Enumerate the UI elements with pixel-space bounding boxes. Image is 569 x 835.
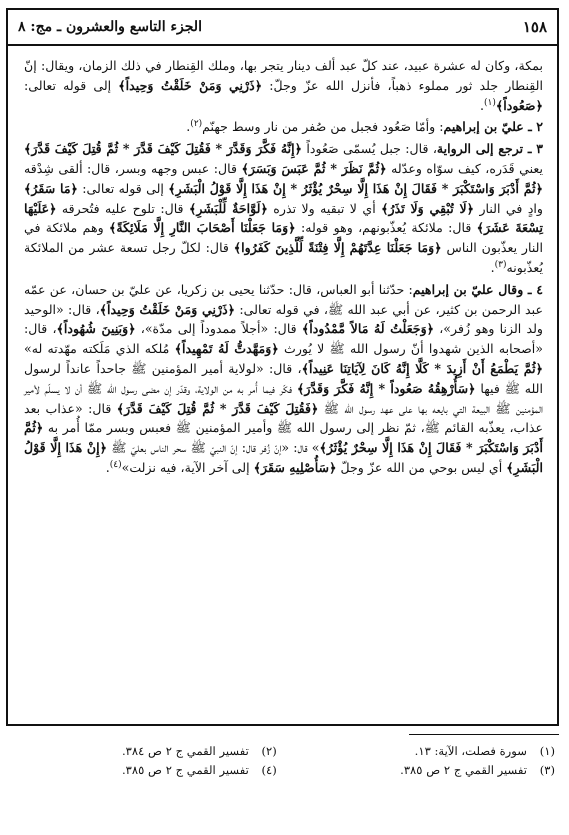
- paragraph-text: .: [186, 119, 191, 135]
- quran-verse: ﴿وَبَنِينَ شُهُوداً﴾: [56, 321, 136, 337]
- quran-verse: ﴿سَأُرْهِقُهُ صَعُوداً * إِنَّهُ فَكَّرَ وَقَدَّرَ﴾: [296, 380, 476, 396]
- paragraph-text: يعني قَدَره، كيف سوّاه وعدّله: [386, 160, 543, 176]
- quran-verse: ٢ ـ عليّ بن إبراهيم: [443, 119, 543, 135]
- quran-verse: ﴿وَمَهَّدتُّ لَهُ تَمْهِيداً﴾: [174, 341, 279, 357]
- footnote-3: [298, 761, 555, 780]
- quran-verse: ﴿ثُمَّ يَطْمَعُ أَنْ أَزِيدَ * كَلَّا إِنَّهُ كَانَ لِآيَاتِنَا عَنِيداً﴾: [301, 360, 543, 376]
- footnote-text: تفسير القمي ج ٢ ص ٣٨٥.: [121, 763, 249, 777]
- footnote-row: [20, 742, 555, 761]
- paragraph-text: مُلكه الذي مَلَكته مهّدته له»: [24, 341, 175, 357]
- footnote-text: تفسير القمي ج ٢ ص ٣٨٤.: [121, 744, 249, 758]
- paragraph-text: إلى آخر الآية، فيه نزلت»: [121, 459, 254, 475]
- paragraph: [24, 280, 543, 478]
- paragraph-text: وهم ملائكة في النار يعذّبون الناس: [24, 220, 543, 256]
- page-number: ١٥٨: [522, 18, 547, 36]
- quran-verse: ﴿سَأُصْلِيهِ سَقَرَ﴾: [253, 459, 337, 475]
- quran-verse: ﴿صَعُوداً﴾: [495, 97, 543, 113]
- paragraph-text: قال: ملائكة يُعذّبونهم، وهو قوله:: [295, 220, 477, 236]
- page-frame: [6, 8, 559, 726]
- paragraph-text: أي لا تبقيه ولا تذره: [267, 200, 382, 216]
- quran-verse: ﴿إِنَّهُ فَكَّرَ وَقَدَّرَ * فَقُتِلَ كَيْفَ قَدَّرَ * ثُمَّ قُتِلَ كَيْفَ قَدَّرَ﴾: [24, 141, 303, 157]
- quran-verse: ﴿مَا سَقَرُ﴾: [24, 180, 78, 196]
- quran-verse: ٣ ـ ترجع إلى الرواية: [436, 141, 544, 157]
- quran-verse: ٤ ـ وقال عليّ بن إبراهيم: [412, 281, 544, 297]
- quran-verse: ﴿لَا تُبْقِي وَلَا تَذَرُ﴾: [381, 200, 475, 216]
- quran-verse: ﴿إِنْ هَذَا إِلَّا قَوْلُ الْبَشَرِ﴾: [24, 440, 543, 475]
- quran-verse: ﴿وَمَا جَعَلْنَا عِدَّتَهُمْ إِلَّا فِتْنَةً لِّلَّذِينَ كَفَرُوا﴾: [233, 240, 442, 256]
- paragraph-text: قال: «عذاب بعد عذاب، يعذّبه القائم ﷺ، ثمّ نظر إلى رسول الله ﷺ وأمير المؤمنين ﷺ فعبس وبسر ممّا أُمر به: [24, 400, 543, 436]
- paragraph-text: قال: تلوح عليه فتُحرقه: [56, 200, 189, 216]
- paragraph: [24, 56, 543, 115]
- paragraph-text: وادٍ في النار: [474, 200, 544, 216]
- paragraph-text: : وأمّا صَعُود فجبل من صُفر من نار وسط جهنّم: [202, 119, 444, 135]
- paragraph-text: فكّر فيما أُمر به من الولاية، وقدّر إن مضى رسول الله ﷺ أن لا يسلّم لأمير المؤمنين ﷺ البيعة التي بايعه بها على عهد رسول الله ﷺ: [24, 380, 543, 416]
- footnote-ref: (٢): [190, 119, 203, 130]
- running-title: الجزء التاسع والعشرون ـ مج: ٨: [18, 19, 202, 35]
- paragraph-text: » قال: «إنّ زُفر قال: إنّ النبيّ ﷺ سحر الناس بعليّ ﷺ: [107, 440, 320, 456]
- paragraph-text: أي ليس بوحي من الله عزّ وجلّ: [336, 459, 507, 475]
- quran-verse: ﴿ذَرْنِي وَمَنْ خَلَقْتُ وَحِيداً﴾: [118, 77, 263, 93]
- footnote-text: سورة فصلت، الآية: ١٣.: [414, 744, 527, 758]
- quran-verse: ﴿لَوَّاحَةٌ لِّلْبَشَرِ﴾: [188, 200, 268, 216]
- paragraph-text: : حدّثنا أبو العباس، قال: حدّثنا يحيى بن زكريا، عن عليّ بن حسان، عن عمّه عبد الرحمن بن كثير، عن أبي عبد الله ﷺ، في قوله تعالى:: [24, 281, 543, 317]
- quran-verse: ﴿فَقُتِلَ كَيْفَ قَدَّرَ * ثُمَّ قُتِلَ كَيْفَ قَدَّرَ﴾: [116, 400, 319, 416]
- paragraph-text: قال: عبس وجهه وبسر، قال: ألقى شِدْقه: [24, 160, 242, 176]
- footnote-ref: (٤): [109, 459, 122, 470]
- paragraph: [24, 139, 543, 278]
- paragraph-text: ، قال: «الوحيد ولد الزنا وهو زُفر»،: [24, 301, 544, 337]
- paragraph-text: .: [479, 97, 484, 113]
- footnote-4: [20, 761, 277, 780]
- paragraph-text: قال: «أجلاً ممدوداً إلى مدّة»،: [135, 321, 302, 337]
- footnote-number: (٢): [261, 744, 277, 758]
- page-header: [8, 10, 557, 46]
- paragraph-text: إلى قوله تعالى:: [77, 180, 169, 196]
- footnote-ref: (٣): [494, 259, 507, 270]
- main-text: [24, 56, 543, 480]
- quran-verse: ﴿ثُمَّ أَدْبَرَ وَاسْتَكْبَرَ * فَقَالَ إِنْ هَذَا إِلَّا سِحْرٌ يُؤْثَرُ﴾: [24, 420, 543, 456]
- quran-verse: ﴿وَجَعَلْتُ لَهُ مَالاً مَّمْدُوداً﴾: [301, 321, 435, 337]
- footnote-ref: (١): [483, 97, 496, 108]
- footnote-number: (٣): [539, 763, 555, 777]
- quran-verse: ﴿ثُمَّ أَدْبَرَ وَاسْتَكْبَرَ * فَقَالَ إِنْ هَذَا إِلَّا سِحْرٌ يُؤْثَرُ * إِنْ هَذَا إِلَّا قَوْلُ الْبَشَرِ﴾: [168, 180, 543, 196]
- footnote-number: (٤): [261, 763, 277, 777]
- paragraph-text: قال: لكلّ رجل تسعة عشر من الملائكة يُعذّبونه: [24, 240, 543, 275]
- footnote-2: [20, 742, 277, 761]
- paragraph-text: ، قال: «لولاية أمير المؤمنين ﷺ جاحداً عانداً لرسول الله ﷺ فيها: [24, 360, 544, 396]
- quran-verse: ﴿عَلَيْهَا تِسْعَةَ عَشَرَ﴾: [24, 200, 543, 236]
- quran-verse: ﴿ثُمَّ نَظَرَ * ثُمَّ عَبَسَ وَبَسَرَ﴾: [241, 160, 387, 176]
- paragraph-text: ، قال: جبل يُسمّى صَعُوداً: [302, 141, 437, 157]
- paragraph-text: إلى قوله تعالى:: [24, 77, 119, 93]
- quran-verse: ﴿ذَرْنِي وَمَنْ خَلَقْتُ وَحِيداً﴾: [99, 301, 236, 317]
- footnote-1: [298, 742, 555, 761]
- paragraph: [24, 117, 543, 137]
- footnote-row: [20, 761, 555, 780]
- paragraph-text: .: [105, 459, 110, 475]
- paragraph-text: .: [490, 259, 495, 275]
- footnotes: [20, 742, 555, 780]
- paragraph-text: ، قال: «أصحابه الذين شهدوا أنّ رسول الله ﷺ لا يُورث: [24, 321, 544, 357]
- quran-verse: ﴿وَمَا جَعَلْنَا أَصْحَابَ النَّارِ إِلَّا مَلَائِكَةً﴾: [108, 220, 296, 236]
- footnote-number: (١): [539, 744, 555, 758]
- paragraph-text: بمكة، وكان له عشرة عبيد، عند كلّ عبد ألف دينار يتجر بها، وملك القِنطار في ذلك الزمان، ويقال: إنّ القِنطار جلد ثور مملوء ذهباً، فأنزل الله عزّ وجلّ:: [24, 58, 543, 93]
- footnote-text: تفسير القمي ج ٢ ص ٣٨٥.: [400, 763, 527, 777]
- footnote-divider: [409, 734, 559, 735]
